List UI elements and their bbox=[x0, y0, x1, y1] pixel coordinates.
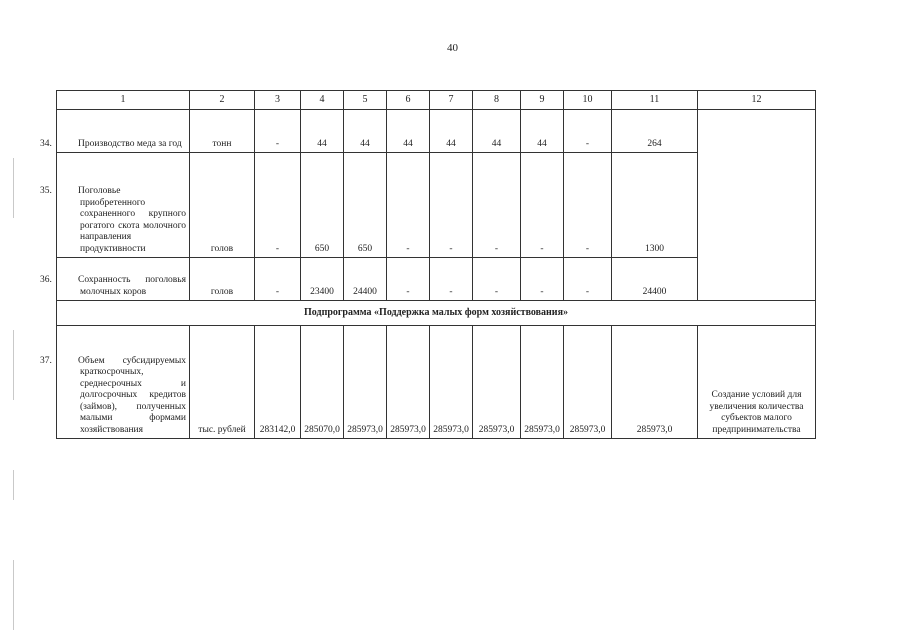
value-cell: 285973,0 bbox=[564, 326, 612, 439]
value-cell: 285973,0 bbox=[430, 326, 473, 439]
unit-cell: голов bbox=[190, 258, 255, 301]
total-cell: 1300 bbox=[612, 153, 698, 258]
indicator-name: Объем субсидируемых краткосрочных, среднесрочных и долгосрочных кредитов (займов), полученных малыми формами хозяйствования bbox=[78, 355, 186, 435]
value-cell: - bbox=[430, 153, 473, 258]
total-cell: 264 bbox=[612, 110, 698, 153]
value-cell: - bbox=[473, 153, 521, 258]
value-cell: - bbox=[521, 153, 564, 258]
row-number: 36. bbox=[40, 275, 52, 285]
total-cell: 285973,0 bbox=[612, 326, 698, 439]
value-cell: 285973,0 bbox=[387, 326, 430, 439]
unit-cell: тонн bbox=[190, 110, 255, 153]
table-row bbox=[57, 326, 816, 439]
indicator-name: Производство меда за год bbox=[78, 138, 182, 149]
column-header: 9 bbox=[521, 91, 564, 110]
table-header-row bbox=[57, 91, 816, 110]
value-cell: 44 bbox=[430, 110, 473, 153]
value-cell: - bbox=[564, 153, 612, 258]
value-cell: 44 bbox=[387, 110, 430, 153]
value-cell: - bbox=[255, 258, 301, 301]
value-cell: 24400 bbox=[344, 258, 387, 301]
scan-margin-line bbox=[13, 158, 14, 218]
page-number: 40 bbox=[447, 42, 458, 54]
column-header: 3 bbox=[255, 91, 301, 110]
unit-cell: голов bbox=[190, 153, 255, 258]
value-cell: - bbox=[387, 258, 430, 301]
indicator-name-cell bbox=[40, 153, 190, 258]
value-cell: - bbox=[255, 153, 301, 258]
value-cell: 285973,0 bbox=[344, 326, 387, 439]
column-header: 7 bbox=[430, 91, 473, 110]
column-header: 6 bbox=[387, 91, 430, 110]
value-cell: 23400 bbox=[301, 258, 344, 301]
row-number: 34. bbox=[40, 138, 52, 149]
indicator-name: Поголовье приобретенного сохраненного крупного рогатого скота молочного направления продуктивности bbox=[78, 186, 186, 254]
value-cell: - bbox=[473, 258, 521, 301]
indicator-name: Сохранность поголовья молочных коров bbox=[78, 275, 186, 297]
note-cell: Создание условий для увеличения количества субъектов малого предпринимательства bbox=[698, 326, 816, 439]
column-header: 1 bbox=[57, 91, 190, 110]
note-cell bbox=[698, 110, 816, 301]
value-cell: 650 bbox=[344, 153, 387, 258]
indicator-name-cell bbox=[40, 326, 190, 439]
unit-cell: тыс. рублей bbox=[190, 326, 255, 439]
scan-margin-line bbox=[13, 560, 14, 630]
value-cell: 283142,0 bbox=[255, 326, 301, 439]
column-header: 11 bbox=[612, 91, 698, 110]
indicator-name-cell bbox=[40, 110, 190, 153]
column-header: 10 bbox=[564, 91, 612, 110]
indicators-table bbox=[40, 90, 816, 439]
value-cell: - bbox=[387, 153, 430, 258]
scan-margin-line bbox=[13, 330, 14, 400]
value-cell: 650 bbox=[301, 153, 344, 258]
value-cell: - bbox=[430, 258, 473, 301]
value-cell: 44 bbox=[344, 110, 387, 153]
value-cell: - bbox=[564, 110, 612, 153]
value-cell: 285973,0 bbox=[521, 326, 564, 439]
subprogram-title: Подпрограмма «Поддержка малых форм хозяйствования» bbox=[57, 301, 816, 326]
value-cell: - bbox=[521, 258, 564, 301]
value-cell: 44 bbox=[301, 110, 344, 153]
section-row bbox=[57, 301, 816, 326]
value-cell: - bbox=[255, 110, 301, 153]
column-header: 8 bbox=[473, 91, 521, 110]
value-cell: 285973,0 bbox=[473, 326, 521, 439]
value-cell: 285070,0 bbox=[301, 326, 344, 439]
column-header: 4 bbox=[301, 91, 344, 110]
table-row bbox=[57, 110, 816, 153]
row-number: 37. bbox=[40, 355, 52, 366]
row-number: 35. bbox=[40, 186, 52, 196]
total-cell: 24400 bbox=[612, 258, 698, 301]
value-cell: 44 bbox=[521, 110, 564, 153]
column-header: 12 bbox=[698, 91, 816, 110]
value-cell: - bbox=[564, 258, 612, 301]
column-header: 5 bbox=[344, 91, 387, 110]
column-header: 2 bbox=[190, 91, 255, 110]
indicator-name-cell bbox=[40, 258, 190, 301]
value-cell: 44 bbox=[473, 110, 521, 153]
scan-margin-line bbox=[13, 470, 14, 500]
